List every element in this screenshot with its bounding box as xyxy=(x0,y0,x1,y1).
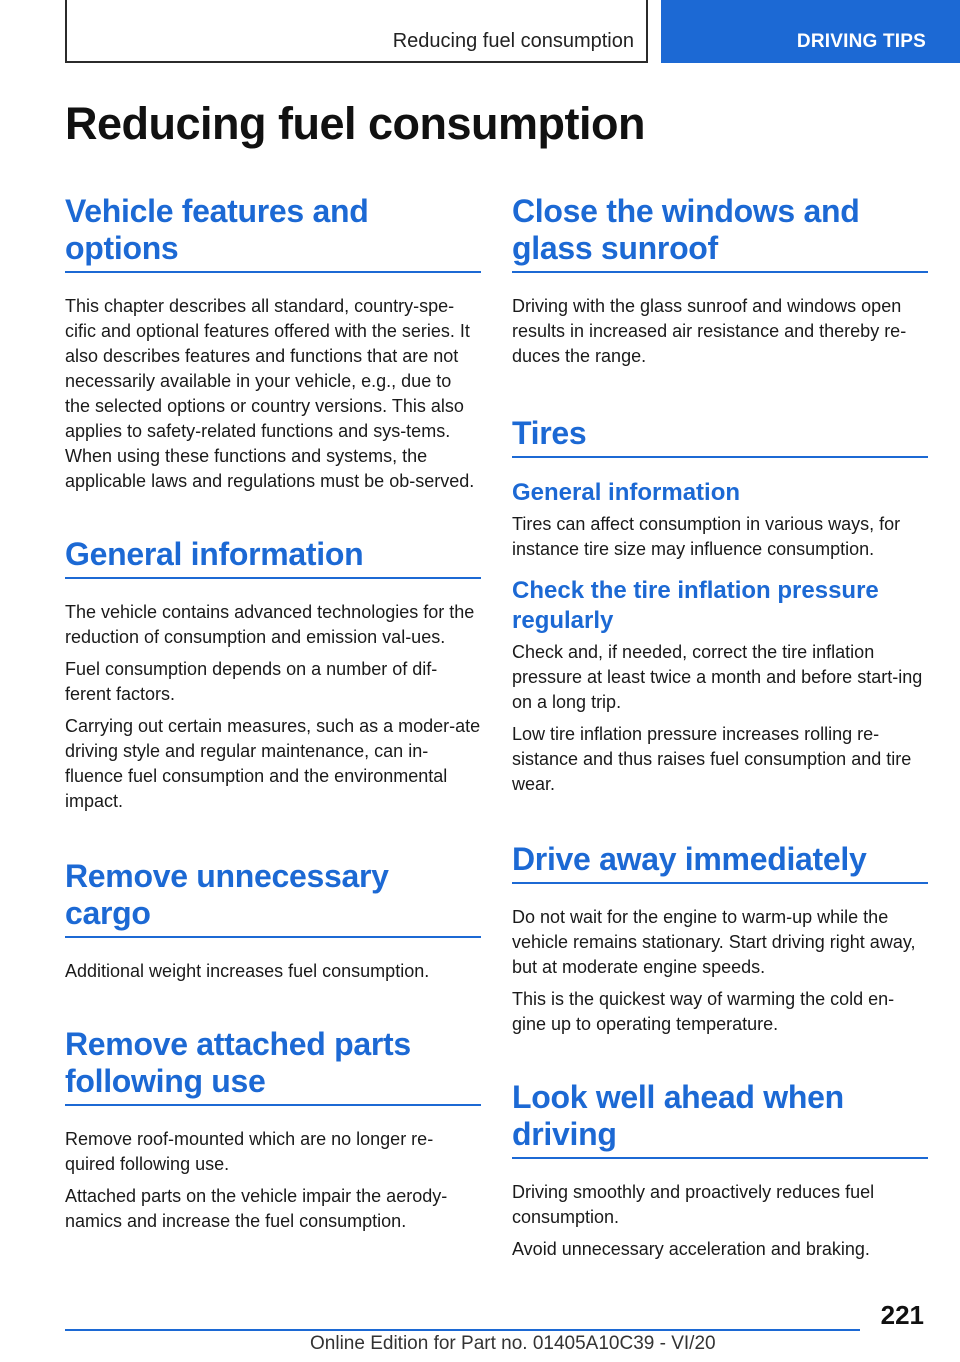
section-heading: Remove unnecessary cargo xyxy=(65,858,481,938)
section-remove-cargo xyxy=(65,858,481,984)
section-body xyxy=(65,294,481,494)
page-number: 221 xyxy=(880,1300,924,1330)
subsection-heading: General information xyxy=(512,479,741,506)
paragraph: Do not wait for the engine to warm-up while the vehicle remains stationary. Start driving right away, but at moderate engine speeds. xyxy=(512,907,916,977)
paragraph: Remove roof-mounted which are no longer re-quired following use. xyxy=(65,1129,434,1174)
paragraph: Check and, if needed, correct the tire inflation pressure at least twice a month and before start-ing on a long trip. xyxy=(512,642,923,712)
paragraph: Low tire inflation pressure increases rolling re-sistance and thus raises fuel consumption and tire wear. xyxy=(512,724,912,794)
paragraph: Driving with the glass sunroof and windows open results in increased air resistance and thereby re-duces the range. xyxy=(512,296,907,366)
section-body xyxy=(65,959,481,984)
section-body xyxy=(512,1180,928,1262)
section-general-information xyxy=(65,536,481,814)
section-heading: Vehicle features and options xyxy=(65,193,481,273)
page-title: Reducing fuel consumption xyxy=(65,98,645,149)
paragraph: Fuel consumption depends on a number of dif-ferent factors. xyxy=(65,659,438,704)
section-drive-away xyxy=(512,841,928,1037)
header-chapter-tab[interactable] xyxy=(661,0,960,63)
section-heading: Remove attached parts following use xyxy=(65,1026,481,1106)
section-look-ahead xyxy=(512,1079,928,1262)
subsection-body xyxy=(512,640,928,797)
subsection-check-pressure xyxy=(512,576,928,797)
paragraph: Carrying out certain measures, such as a moder-ate driving style and regular maintenance, can in-fluence fuel consumption and the environmental impact. xyxy=(65,716,481,811)
paragraph: Additional weight increases fuel consumption. xyxy=(65,961,430,981)
section-body xyxy=(65,600,481,814)
header-section-title: Reducing fuel consumption xyxy=(392,30,634,52)
paragraph: Driving smoothly and proactively reduces fuel consumption. xyxy=(512,1182,875,1227)
section-body xyxy=(65,1127,481,1234)
header-chapter-tab-label: DRIVING TIPS xyxy=(796,31,926,52)
paragraph: This chapter describes all standard, country-spe-cific and optional features offered with the series. It also describes features and functions that are not necessarily available in your vehicle, e.g., due to the selected options or country versions. This also applies to safety-related functions and sys-tems. When using these functions and systems, the applicable laws and regulations must be ob-served. xyxy=(65,296,475,491)
section-heading: General information xyxy=(65,536,481,579)
subsection-tires-general xyxy=(512,478,928,562)
section-heading: Look well ahead when driving xyxy=(512,1079,928,1159)
subsection-heading: Check the tire inflation pressure regularly xyxy=(512,577,879,634)
section-close-windows xyxy=(512,193,928,369)
paragraph: This is the quickest way of warming the cold en-gine up to operating temperature. xyxy=(512,989,895,1034)
section-tires xyxy=(512,415,928,797)
section-vehicle-features xyxy=(65,193,481,494)
paragraph: Avoid unnecessary acceleration and braking. xyxy=(512,1239,870,1259)
paragraph: Attached parts on the vehicle impair the aerody-namics and increase the fuel consumption. xyxy=(65,1186,448,1231)
section-heading: Close the windows and glass sunroof xyxy=(512,193,928,273)
footer-divider xyxy=(65,1329,860,1331)
section-body xyxy=(512,905,928,1037)
paragraph: The vehicle contains advanced technologies for the reduction of consumption and emission val-ues. xyxy=(65,602,475,647)
right-column xyxy=(512,193,928,1284)
section-remove-attached-parts xyxy=(65,1026,481,1234)
left-column xyxy=(65,193,481,1256)
paragraph: Tires can affect consumption in various ways, for instance tire size may influence consumption. xyxy=(512,514,901,559)
footer-edition-text: Online Edition for Part no. 01405A10C39 - VI/20 xyxy=(310,1333,716,1354)
section-heading: Drive away immediately xyxy=(512,841,928,884)
subsection-body xyxy=(512,512,928,562)
header-section-box xyxy=(65,0,648,63)
section-body xyxy=(512,294,928,369)
section-heading: Tires xyxy=(512,415,928,458)
